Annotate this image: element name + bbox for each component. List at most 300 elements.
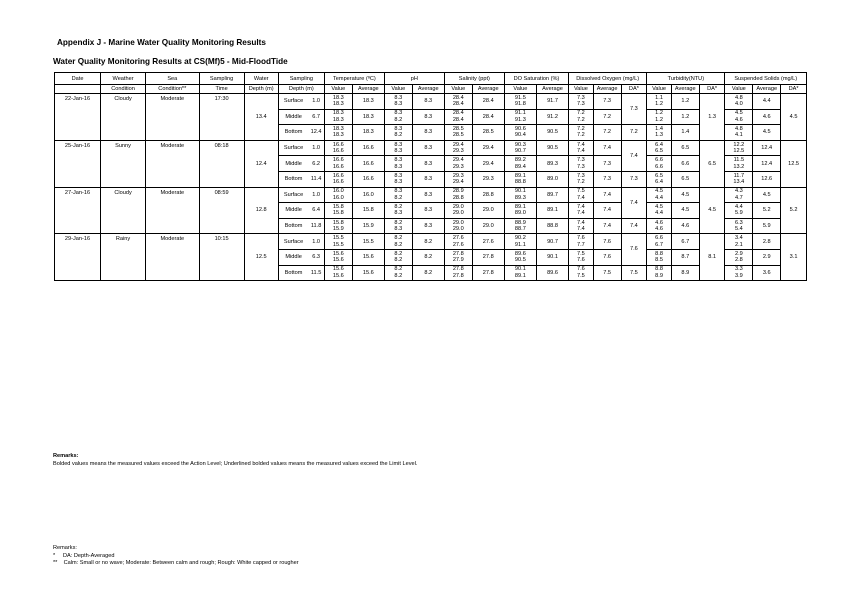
do-value-1: 7.3 xyxy=(577,94,585,101)
dosat-values-cell xyxy=(504,187,536,203)
ph-average-cell: 8.3 xyxy=(412,203,444,219)
do-value-2: 7.7 xyxy=(577,241,585,248)
dosat-value-1: 89.6 xyxy=(514,250,526,257)
temp-average-cell: 15.6 xyxy=(352,265,384,281)
header-ph: pH xyxy=(384,73,444,85)
do-value-2: 7.2 xyxy=(577,132,585,139)
do-value-1: 7.5 xyxy=(577,188,585,195)
level-cell: Bottom xyxy=(278,218,308,234)
header-suspended-solids: Suspended Solids (mg/L) xyxy=(725,73,807,85)
ph-value-1: 8.2 xyxy=(394,266,403,273)
level-cell: Middle xyxy=(278,249,308,265)
sal-value-2: 28.4 xyxy=(452,101,464,108)
dosat-average-cell: 89.6 xyxy=(536,265,568,281)
do-value-1: 7.3 xyxy=(577,157,585,164)
turb-values-cell xyxy=(647,140,672,156)
temp-average-cell: 18.3 xyxy=(352,109,384,125)
ss-value-1: 4.4 xyxy=(734,204,743,211)
turb-value-2: 8.5 xyxy=(655,257,663,264)
temp-values-cell xyxy=(324,171,352,187)
dosat-average-cell: 89.0 xyxy=(536,171,568,187)
sal-average-cell: 27.8 xyxy=(472,249,504,265)
temp-average-cell: 16.0 xyxy=(352,187,384,203)
header-do-saturation: DO Saturation (%) xyxy=(504,73,568,85)
temp-value-1: 15.8 xyxy=(332,204,344,211)
turb-value-1: 1.4 xyxy=(655,126,663,133)
table-row xyxy=(55,234,807,250)
ph-value-1: 8.3 xyxy=(394,141,403,148)
do-values-cell xyxy=(569,234,594,250)
ph-average-cell: 8.3 xyxy=(412,125,444,141)
ss-average-cell: 3.6 xyxy=(753,265,781,281)
ss-da-cell: 3.1 xyxy=(781,234,807,281)
turb-value-1: 4.5 xyxy=(655,204,663,211)
ss-average-cell: 4.4 xyxy=(753,94,781,110)
sampling-depth-cell: 6.2 xyxy=(308,156,324,172)
do-average-cell: 7.4 xyxy=(593,218,621,234)
do-value-2: 7.5 xyxy=(577,272,585,279)
sea-cell: Moderate xyxy=(146,140,200,187)
dosat-values-cell xyxy=(504,125,536,141)
ph-values-cell xyxy=(384,249,412,265)
header-sampling: Sampling xyxy=(199,73,244,85)
header-sea-sub: Condition** xyxy=(146,85,200,94)
ss-value-2: 4.1 xyxy=(734,132,743,139)
do-value-1: 7.5 xyxy=(577,250,585,257)
turb-value-2: 1.2 xyxy=(655,101,663,108)
dosat-average-cell: 90.5 xyxy=(536,125,568,141)
dosat-value-1: 91.1 xyxy=(514,110,526,117)
header-dosat-value: Value xyxy=(504,85,536,94)
ss-value-1: 4.3 xyxy=(734,188,743,195)
turb-average-cell: 1.4 xyxy=(671,125,699,141)
ss-values-cell xyxy=(725,94,753,110)
turb-values-cell xyxy=(647,187,672,203)
turb-value-2: 6.7 xyxy=(655,241,663,248)
turb-values-cell xyxy=(647,234,672,250)
sal-average-cell: 27.6 xyxy=(472,234,504,250)
turb-values-cell xyxy=(647,156,672,172)
temp-value-2: 15.6 xyxy=(332,257,344,264)
turb-average-cell: 6.7 xyxy=(671,234,699,250)
ss-average-cell: 5.9 xyxy=(753,218,781,234)
ss-average-cell: 2.9 xyxy=(753,249,781,265)
turb-average-cell: 4.5 xyxy=(671,187,699,203)
ss-average-cell: 12.4 xyxy=(753,156,781,172)
ph-value-2: 8.2 xyxy=(394,116,403,123)
remarks-bottom-line2: ** Calm: Small or no wave; Moderate: Between calm and rough; Rough: White capped or rougher xyxy=(53,560,299,566)
ss-value-1: 12.2 xyxy=(733,141,745,148)
ph-average-cell: 8.2 xyxy=(412,234,444,250)
ss-value-2: 5.9 xyxy=(734,210,743,217)
temp-value-1: 16.0 xyxy=(332,188,344,195)
header-water: Water xyxy=(244,73,278,85)
ph-values-cell xyxy=(384,234,412,250)
turb-value-2: 8.9 xyxy=(655,272,663,279)
ss-values-cell xyxy=(725,265,753,281)
ph-values-cell xyxy=(384,171,412,187)
temp-value-1: 15.6 xyxy=(332,266,344,273)
header-date: Date xyxy=(55,73,101,85)
temp-average-cell: 16.6 xyxy=(352,171,384,187)
dosat-values-cell xyxy=(504,265,536,281)
sampling-depth-cell: 11.4 xyxy=(308,171,324,187)
ph-value-2: 8.3 xyxy=(394,101,403,108)
level-cell: Bottom xyxy=(278,125,308,141)
sampling-depth-cell: 1.0 xyxy=(308,140,324,156)
header-sampling-sub: Time xyxy=(199,85,244,94)
do-values-cell xyxy=(569,265,594,281)
turb-values-cell xyxy=(647,265,672,281)
do-value-1: 7.4 xyxy=(577,219,585,226)
ss-values-cell xyxy=(725,249,753,265)
sea-cell: Moderate xyxy=(146,234,200,281)
do-value-2: 7.2 xyxy=(577,179,585,186)
dosat-value-1: 90.1 xyxy=(514,188,526,195)
dosat-values-cell xyxy=(504,203,536,219)
temp-value-1: 18.3 xyxy=(332,110,344,117)
level-cell: Surface xyxy=(278,187,308,203)
turb-average-cell: 6.6 xyxy=(671,156,699,172)
dosat-average-cell: 91.7 xyxy=(536,94,568,110)
ph-values-cell xyxy=(384,156,412,172)
dosat-value-2: 88.7 xyxy=(514,226,526,233)
ss-values-cell xyxy=(725,234,753,250)
time-cell: 10:15 xyxy=(199,234,244,281)
ph-average-cell: 8.3 xyxy=(412,187,444,203)
temp-value-2: 16.6 xyxy=(332,148,344,155)
ph-value-2: 8.3 xyxy=(394,148,403,155)
ss-value-1: 4.8 xyxy=(734,126,743,133)
temp-average-cell: 15.5 xyxy=(352,234,384,250)
temp-values-cell xyxy=(324,249,352,265)
do-da-bottom-cell: 7.3 xyxy=(621,171,647,187)
do-value-1: 7.4 xyxy=(577,141,585,148)
sal-average-cell: 29.4 xyxy=(472,156,504,172)
turb-value-2: 1.3 xyxy=(655,132,663,139)
ss-average-cell: 4.6 xyxy=(753,109,781,125)
header-salinity: Salinity (ppt) xyxy=(444,73,504,85)
sal-value-2: 29.3 xyxy=(452,148,464,155)
ss-values-cell xyxy=(725,125,753,141)
temp-values-cell xyxy=(324,140,352,156)
header-sal-average: Average xyxy=(472,85,504,94)
sampling-depth-cell: 6.3 xyxy=(308,249,324,265)
sal-average-cell: 29.0 xyxy=(472,203,504,219)
temp-value-1: 16.6 xyxy=(332,172,344,179)
ss-average-cell: 2.8 xyxy=(753,234,781,250)
header-ss-value: Value xyxy=(725,85,753,94)
ss-value-2: 3.9 xyxy=(734,272,743,279)
do-values-cell xyxy=(569,140,594,156)
ss-values-cell xyxy=(725,218,753,234)
ph-value-1: 8.3 xyxy=(394,172,403,179)
header-ph-average: Average xyxy=(412,85,444,94)
ph-value-2: 8.3 xyxy=(394,210,403,217)
temp-values-cell xyxy=(324,125,352,141)
sal-value-2: 29.0 xyxy=(452,210,464,217)
header-ss-da: DA* xyxy=(781,85,807,94)
dosat-value-1: 89.2 xyxy=(514,157,526,164)
turb-value-1: 8.8 xyxy=(655,266,663,273)
header-turb-value: Value xyxy=(647,85,672,94)
do-da-cell: 7.3 xyxy=(621,94,647,125)
remarks-top xyxy=(53,453,417,468)
dosat-average-cell: 90.1 xyxy=(536,249,568,265)
sampling-depth-cell: 6.7 xyxy=(308,109,324,125)
turb-average-cell: 8.9 xyxy=(671,265,699,281)
do-average-cell: 7.4 xyxy=(593,203,621,219)
do-da-cell: 7.4 xyxy=(621,140,647,171)
do-value-2: 7.4 xyxy=(577,210,585,217)
ph-average-cell: 8.3 xyxy=(412,109,444,125)
ss-values-cell xyxy=(725,109,753,125)
level-cell: Bottom xyxy=(278,265,308,281)
sal-value-2: 27.9 xyxy=(452,257,464,264)
ph-value-1: 8.2 xyxy=(394,219,403,226)
turb-values-cell xyxy=(647,249,672,265)
remarks-bottom-line1: * DA: Depth-Averaged xyxy=(53,552,115,559)
temp-value-2: 15.6 xyxy=(332,272,344,279)
do-value-2: 7.6 xyxy=(577,257,585,264)
water-depth-cell: 13.4 xyxy=(244,94,278,141)
sal-values-cell xyxy=(444,249,472,265)
temp-average-cell: 15.8 xyxy=(352,203,384,219)
turb-value-1: 6.6 xyxy=(655,157,663,164)
sal-value-1: 27.6 xyxy=(452,235,464,242)
ph-average-cell: 8.3 xyxy=(412,94,444,110)
header-do-value: Value xyxy=(569,85,594,94)
temp-values-cell xyxy=(324,109,352,125)
turb-average-cell: 1.2 xyxy=(671,109,699,125)
dosat-values-cell xyxy=(504,171,536,187)
dosat-average-cell: 88.8 xyxy=(536,218,568,234)
level-cell: Middle xyxy=(278,156,308,172)
dosat-value-2: 89.0 xyxy=(514,210,526,217)
temp-value-2: 18.3 xyxy=(332,101,344,108)
sal-value-2: 29.4 xyxy=(452,179,464,186)
header-sal-value: Value xyxy=(444,85,472,94)
sal-values-cell xyxy=(444,171,472,187)
sampling-depth-cell: 11.5 xyxy=(308,265,324,281)
temp-values-cell xyxy=(324,203,352,219)
turb-values-cell xyxy=(647,218,672,234)
ss-value-2: 12.5 xyxy=(733,148,745,155)
turb-average-cell: 1.2 xyxy=(671,94,699,110)
turb-average-cell: 6.5 xyxy=(671,140,699,156)
dosat-value-1: 90.6 xyxy=(514,126,526,133)
ss-value-2: 4.7 xyxy=(734,194,743,201)
ss-values-cell xyxy=(725,203,753,219)
header-dosat-average: Average xyxy=(536,85,568,94)
temp-value-2: 16.0 xyxy=(332,194,344,201)
sal-average-cell: 28.4 xyxy=(472,109,504,125)
ph-value-2: 8.3 xyxy=(394,163,403,170)
remarks-bottom-heading: Remarks: xyxy=(53,545,77,551)
ph-value-2: 8.3 xyxy=(394,179,403,186)
level-cell: Surface xyxy=(278,94,308,110)
turb-value-2: 4.4 xyxy=(655,194,663,201)
table-row xyxy=(55,94,807,110)
sal-value-1: 27.8 xyxy=(452,266,464,273)
do-value-1: 7.2 xyxy=(577,126,585,133)
level-cell: Middle xyxy=(278,203,308,219)
ss-values-cell xyxy=(725,171,753,187)
header-do-da: DA* xyxy=(621,85,647,94)
appendix-title: Appendix J - Marine Water Quality Monitoring Results xyxy=(57,38,266,47)
date-cell: 27-Jan-16 xyxy=(55,187,101,234)
header-temp-average: Average xyxy=(352,85,384,94)
header-weather-sub: Condition xyxy=(101,85,146,94)
temp-value-1: 15.5 xyxy=(332,235,344,242)
ss-value-2: 4.6 xyxy=(734,116,743,123)
do-values-cell xyxy=(569,125,594,141)
dosat-values-cell xyxy=(504,249,536,265)
level-cell: Surface xyxy=(278,234,308,250)
do-da-bottom-cell: 7.2 xyxy=(621,125,647,141)
sal-value-1: 29.3 xyxy=(452,172,464,179)
sal-value-2: 28.4 xyxy=(452,116,464,123)
do-value-2: 7.3 xyxy=(577,163,585,170)
do-average-cell: 7.4 xyxy=(593,140,621,156)
ss-da-cell: 12.5 xyxy=(781,140,807,187)
sampling-depth-cell: 1.0 xyxy=(308,187,324,203)
do-values-cell xyxy=(569,171,594,187)
dosat-values-cell xyxy=(504,156,536,172)
do-value-2: 7.2 xyxy=(577,116,585,123)
ph-value-1: 8.3 xyxy=(394,126,403,133)
sal-values-cell xyxy=(444,187,472,203)
turb-value-1: 6.6 xyxy=(655,235,663,242)
temp-value-1: 18.3 xyxy=(332,126,344,133)
table-body xyxy=(55,94,807,281)
dosat-value-1: 88.9 xyxy=(514,219,526,226)
temp-average-cell: 15.9 xyxy=(352,218,384,234)
ph-value-2: 8.3 xyxy=(394,226,403,233)
temp-value-2: 18.3 xyxy=(332,132,344,139)
temp-average-cell: 18.3 xyxy=(352,125,384,141)
weather-cell: Cloudy xyxy=(101,187,146,234)
sampling-depth-cell: 1.0 xyxy=(308,94,324,110)
do-average-cell: 7.3 xyxy=(593,171,621,187)
header-temperature: Temperature (ºC) xyxy=(324,73,384,85)
level-cell: Surface xyxy=(278,140,308,156)
do-values-cell xyxy=(569,218,594,234)
temp-value-2: 18.3 xyxy=(332,116,344,123)
dosat-average-cell: 89.1 xyxy=(536,203,568,219)
header-ph-value: Value xyxy=(384,85,412,94)
turb-value-1: 6.5 xyxy=(655,172,663,179)
table-title: Water Quality Monitoring Results at CS(Mf)5 - Mid-FloodTide xyxy=(53,57,288,66)
weather-cell: Rainy xyxy=(101,234,146,281)
sal-values-cell xyxy=(444,203,472,219)
sampling-depth-cell: 1.0 xyxy=(308,234,324,250)
ss-values-cell xyxy=(725,187,753,203)
temp-value-2: 15.9 xyxy=(332,226,344,233)
do-value-1: 7.6 xyxy=(577,266,585,273)
turb-values-cell xyxy=(647,203,672,219)
ss-average-cell: 5.2 xyxy=(753,203,781,219)
header-water-sub: Depth (m) xyxy=(244,85,278,94)
weather-cell: Sunny xyxy=(101,140,146,187)
ss-value-2: 13.4 xyxy=(733,179,745,186)
do-da-cell: 7.4 xyxy=(621,187,647,218)
header-turbidity: Turbidity(NTU) xyxy=(647,73,725,85)
do-values-cell xyxy=(569,156,594,172)
turb-values-cell xyxy=(647,94,672,110)
ss-da-cell: 5.2 xyxy=(781,187,807,234)
dosat-value-2: 89.3 xyxy=(514,194,526,201)
ph-values-cell xyxy=(384,203,412,219)
ph-values-cell xyxy=(384,109,412,125)
turb-value-2: 4.6 xyxy=(655,226,663,233)
do-value-1: 7.2 xyxy=(577,110,585,117)
ph-values-cell xyxy=(384,125,412,141)
ph-value-1: 8.2 xyxy=(394,235,403,242)
temp-value-1: 16.6 xyxy=(332,141,344,148)
do-average-cell: 7.2 xyxy=(593,109,621,125)
ph-value-1: 8.2 xyxy=(394,204,403,211)
do-values-cell xyxy=(569,187,594,203)
ss-value-1: 11.5 xyxy=(733,157,745,164)
weather-cell: Cloudy xyxy=(101,94,146,141)
dosat-values-cell xyxy=(504,109,536,125)
ph-values-cell xyxy=(384,187,412,203)
ph-value-2: 8.2 xyxy=(394,194,403,201)
temp-value-1: 15.8 xyxy=(332,219,344,226)
ph-average-cell: 8.2 xyxy=(412,249,444,265)
sal-value-1: 28.5 xyxy=(452,126,464,133)
dosat-value-2: 89.1 xyxy=(514,272,526,279)
dosat-values-cell xyxy=(504,218,536,234)
ss-value-1: 3.3 xyxy=(734,266,743,273)
turb-value-1: 4.5 xyxy=(655,188,663,195)
level-cell: Middle xyxy=(278,109,308,125)
turb-value-2: 6.4 xyxy=(655,179,663,186)
do-value-1: 7.4 xyxy=(577,204,585,211)
sal-value-2: 27.8 xyxy=(452,272,464,279)
ph-average-cell: 8.3 xyxy=(412,140,444,156)
do-value-2: 7.4 xyxy=(577,148,585,155)
dosat-value-2: 90.7 xyxy=(514,148,526,155)
do-value-2: 7.4 xyxy=(577,226,585,233)
sal-value-1: 27.8 xyxy=(452,250,464,257)
ph-value-1: 8.3 xyxy=(394,157,403,164)
turb-value-1: 1.2 xyxy=(655,110,663,117)
sal-value-2: 28.5 xyxy=(452,132,464,139)
turb-value-2: 6.6 xyxy=(655,163,663,170)
ss-value-2: 5.4 xyxy=(734,226,743,233)
dosat-value-1: 89.1 xyxy=(514,204,526,211)
sal-value-2: 28.8 xyxy=(452,194,464,201)
sal-values-cell xyxy=(444,234,472,250)
ss-value-1: 4.5 xyxy=(734,110,743,117)
header-turb-average: Average xyxy=(671,85,699,94)
do-values-cell xyxy=(569,203,594,219)
ss-values-cell xyxy=(725,140,753,156)
dosat-average-cell: 91.2 xyxy=(536,109,568,125)
temp-average-cell: 16.6 xyxy=(352,140,384,156)
ph-average-cell: 8.3 xyxy=(412,218,444,234)
table-row xyxy=(55,187,807,203)
temp-value-1: 15.6 xyxy=(332,250,344,257)
turb-value-2: 6.5 xyxy=(655,148,663,155)
water-depth-cell: 12.8 xyxy=(244,187,278,234)
header-sampling-depth: Sampling xyxy=(278,73,324,85)
ph-value-1: 8.2 xyxy=(394,250,403,257)
level-cell: Bottom xyxy=(278,171,308,187)
sal-value-2: 27.6 xyxy=(452,241,464,248)
